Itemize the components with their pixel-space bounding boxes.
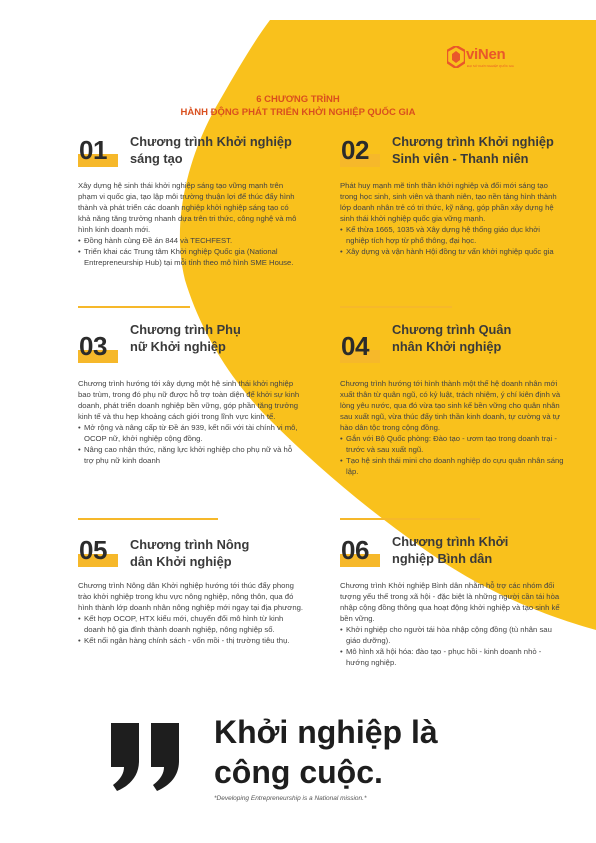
- program-description: Chương trình Khởi nghiệp Bình dân nhằm hỗ trợ các nhóm đối tượng yếu thế trong xã hội - đặc biệt là những người cần tái hòa nhập cộng đồng thông qua hoạt động khởi nghiệp và tạo sinh kế bền vững.: [340, 581, 560, 623]
- program-number: 05: [79, 535, 107, 565]
- program-bullets: [78, 422, 303, 466]
- brand-logo: [447, 44, 527, 74]
- quote-translation: *Developing Entrepreneurship is a National mission.*: [214, 795, 367, 802]
- program-number-badge: [340, 535, 386, 569]
- section-divider: [340, 306, 452, 308]
- program-title: Chương trình Khởi nghiệp sáng tạo: [130, 134, 292, 166]
- program-description: Chương trình hướng tới hình thành một thế hệ doanh nhân mới xuất thân từ quân ngũ, có kỷ luật, trách nhiệm, ý chí kiên định và lòng yêu nước, qua đó vừa tạo sinh kế bền vững cho quân nhân sau xuất ngũ, vừa thúc đẩy tinh thần kinh doanh, tự cường và tự hào dân tộc trong cộng đồng.: [340, 379, 561, 432]
- program-body: [78, 378, 303, 466]
- program-description: Chương trình hướng tới xây dựng một hệ sinh thái khởi nghiệp bao trùm, trong đó phụ nữ được hỗ trợ toàn diện để khởi sự kinh doanh, phát triển doanh nghiệp bền vững, góp phần tăng trưởng kinh tế và thu hẹp khoảng cách giới trong lĩnh vực kinh tế.: [78, 379, 300, 421]
- bullet-item: • Triển khai các Trung tâm Khởi nghiệp Quốc gia (National Entrepreneurship Hub) tại mỗi tỉnh theo mô hình SME House.: [78, 246, 303, 268]
- program-number: 02: [341, 135, 369, 165]
- program-bullets: [340, 224, 565, 257]
- program-number-badge: [340, 331, 386, 365]
- program-description: Chương trình Nông dân Khởi nghiệp hướng tới thúc đẩy phong trào khởi nghiệp trong khu vực nông nghiệp, nông thôn, qua đó hình thành lớp doanh nhân nông nghiệp mới ngay tại địa phương.: [78, 581, 304, 612]
- brand-tagline: ĐẠI SỨ KHỞI NGHIỆP QUỐC GIA: [467, 64, 514, 68]
- brand-icon: [447, 46, 465, 68]
- bullet-item: • Kết nối ngân hàng chính sách - vốn mồi - thị trường tiêu thụ.: [78, 635, 303, 646]
- program-number-badge: [78, 135, 124, 169]
- program-body: [78, 580, 303, 646]
- program-number: 04: [341, 331, 369, 361]
- heading-line-1: 6 CHƯƠNG TRÌNH: [256, 94, 340, 105]
- program-bullets: [78, 613, 303, 646]
- bullet-item: • Nâng cao nhận thức, năng lực khởi nghiệp cho phụ nữ và hỗ trợ phụ nữ kinh doanh: [78, 444, 303, 466]
- program-body: [340, 180, 565, 257]
- program-description: Phát huy mạnh mẽ tinh thần khởi nghiệp và đổi mới sáng tạo trong học sinh, sinh viên và thanh niên, tạo nền tảng hình thành lớp doanh nhân trẻ có tri thức, kỹ năng, góp phần xây dựng hệ sinh thái khởi nghiệp quốc gia vững mạnh.: [340, 181, 557, 223]
- bullet-item: • Gắn với Bộ Quốc phòng: Đào tạo - ươm tạo trong doanh trại - trước và sau xuất ngũ.: [340, 433, 565, 455]
- program-description: Xây dựng hệ sinh thái khởi nghiệp sáng tạo vững mạnh trên phạm vi quốc gia, tạo lập môi trường thuận lợi để thúc đẩy hình thành và phát triển các doanh nghiệp khởi nghiệp sáng tạo có khả năng tăng trưởng nhanh dựa trên tri thức, công nghệ và mô hình kinh doanh mới.: [78, 181, 297, 234]
- program-number-badge: [340, 135, 386, 169]
- quote-line-2: công cuộc.: [214, 754, 383, 790]
- program-title: Chương trình Quân nhân Khởi nghiệp: [392, 322, 512, 354]
- program-number-badge: [78, 331, 124, 365]
- program-title: Chương trình Khởi nghiệp Sinh viên - Thanh niên: [392, 134, 554, 166]
- program-number: 01: [79, 135, 107, 165]
- program-body: [78, 180, 303, 268]
- section-divider: [78, 306, 190, 308]
- program-number: 06: [341, 535, 369, 565]
- program-title: Chương trình Khởi nghiệp Bình dân: [392, 534, 509, 566]
- brand-name: viNen: [466, 46, 506, 63]
- bullet-item: • Tạo hệ sinh thái mini cho doanh nghiệp do cựu quân nhân sáng lập.: [340, 455, 565, 477]
- quote-text: [214, 712, 438, 792]
- bullet-item: • Mô hình xã hội hóa: đào tạo - phục hồi - kinh doanh nhỏ - hướng nghiệp.: [340, 646, 565, 668]
- program-title: Chương trình Nông dân Khởi nghiệp: [130, 537, 250, 569]
- bullet-item: • Kết hợp OCOP, HTX kiểu mới, chuyển đổi mô hình từ kinh doanh hộ gia đình thành doanh nghiệp, nông nghiệp số.: [78, 613, 303, 635]
- bullet-item: • Đồng hành cùng Đề án 844 và TECHFEST.: [78, 235, 303, 246]
- section-divider: [78, 518, 218, 520]
- program-bullets: [340, 433, 565, 477]
- bullet-item: • Khởi nghiệp cho người tái hòa nhập cộng đồng (tù nhân sau giáo dưỡng).: [340, 624, 565, 646]
- program-body: [340, 378, 565, 477]
- program-bullets: [78, 235, 303, 268]
- program-body: [340, 580, 565, 668]
- quote-line-1: Khởi nghiệp là: [214, 714, 438, 750]
- quote-mark-icon: [111, 723, 183, 793]
- program-number-badge: [78, 535, 124, 569]
- bullet-item: • Kế thừa 1665, 1035 và Xây dựng hệ thống giáo dục khởi nghiệp tích hợp từ phổ thông, đại học.: [340, 224, 565, 246]
- program-number: 03: [79, 331, 107, 361]
- page-heading: [0, 93, 596, 119]
- section-divider: [340, 518, 480, 520]
- bullet-item: • Xây dựng và vận hành Hội đồng tư vấn khởi nghiệp quốc gia: [340, 246, 565, 257]
- program-bullets: [340, 624, 565, 668]
- heading-line-2: HÀNH ĐỘNG PHÁT TRIỂN KHỞI NGHIỆP QUỐC GIA: [180, 107, 416, 118]
- program-title: Chương trình Phụ nữ Khởi nghiệp: [130, 322, 241, 354]
- bullet-item: • Mở rộng và nâng cấp từ Đề án 939, kết nối với tài chính vi mô, OCOP nữ, khởi nghiệp cộng đồng.: [78, 422, 303, 444]
